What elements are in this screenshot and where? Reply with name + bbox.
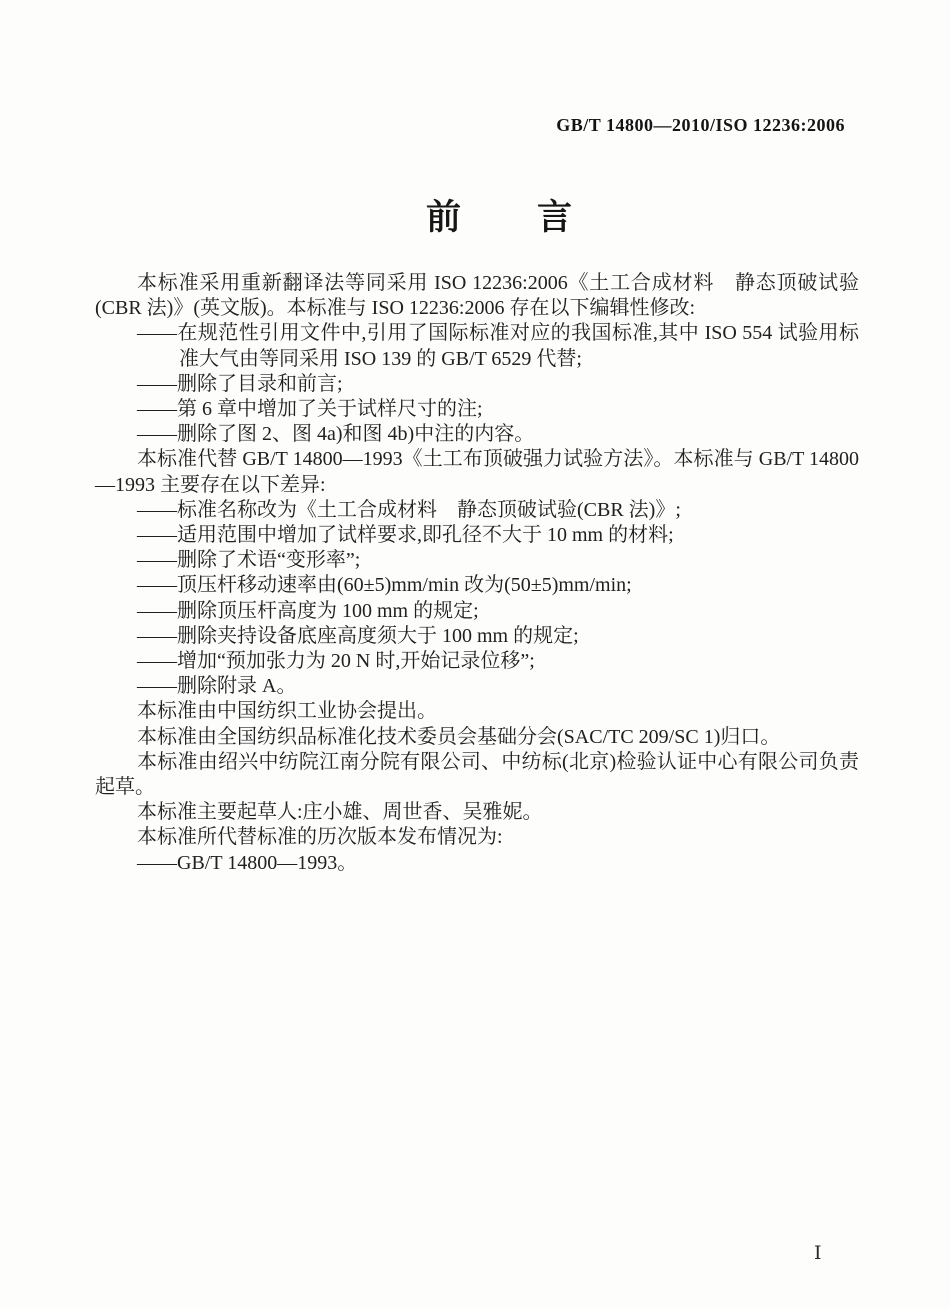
paragraph: 本标准由绍兴中纺院江南分院有限公司、中纺标(北京)检验认证中心有限公司负责起草。 — [95, 750, 859, 799]
list-item: ——删除顶压杆高度为 100 mm 的规定; — [137, 599, 479, 622]
list-item: ——删除了图 2、图 4a)和图 4b)中注的内容。 — [137, 423, 535, 446]
list-item: ——删除附录 A。 — [137, 675, 297, 698]
page-title: 前 言 — [425, 198, 574, 237]
list-item: ——标准名称改为《土工合成材料 静态顶破试验(CBR 法)》; — [137, 498, 681, 521]
paragraph: 本标准代替 GB/T 14800—1993《土工布顶破强力试验方法》。本标准与 GB/T 14800—1993 主要存在以下差异: — [95, 448, 859, 496]
list-item: ——删除夹持设备底座高度须大于 100 mm 的规定; — [137, 624, 579, 647]
list-item: ——第 6 章中增加了关于试样尺寸的注; — [137, 398, 483, 421]
list-item: ——GB/T 14800—1993。 — [137, 851, 358, 874]
foreword-body — [95, 271, 859, 876]
page-number: Ⅰ — [814, 1243, 822, 1264]
paragraph: 本标准由中国纺织工业协会提出。 — [137, 700, 437, 723]
list-item: ——适用范围中增加了试样要求,即孔径不大于 10 mm 的材料; — [137, 524, 674, 547]
list-item: ——顶压杆移动速率由(60±5)mm/min 改为(50±5)mm/min; — [137, 574, 632, 597]
standard-number-header: GB/T 14800—2010/ISO 12236:2006 — [556, 115, 845, 135]
paragraph: 本标准所代替标准的历次版本发布情况为: — [137, 826, 503, 849]
paragraph: 本标准采用重新翻译法等同采用 ISO 12236:2006《土工合成材料 静态顶破试验(CBR 法)》(英文版)。本标准与 ISO 12236:2006 存在以下编辑性修改: — [95, 272, 859, 320]
list-item: ——删除了目录和前言; — [137, 372, 343, 395]
paragraph: 本标准由全国纺织品标准化技术委员会基础分会(SAC/TC 209/SC 1)归口。 — [137, 725, 781, 748]
list-item: ——增加“预加张力为 20 N 时,开始记录位移”; — [137, 650, 535, 673]
paragraph: 本标准主要起草人:庄小雄、周世香、吴雅妮。 — [137, 801, 543, 824]
list-item: ——在规范性引用文件中,引用了国际标准对应的我国标准,其中 ISO 554 试验用标准大气由等同采用 ISO 139 的 GB/T 6529 代替; — [137, 322, 859, 370]
list-item: ——删除了术语“变形率”; — [137, 549, 361, 572]
